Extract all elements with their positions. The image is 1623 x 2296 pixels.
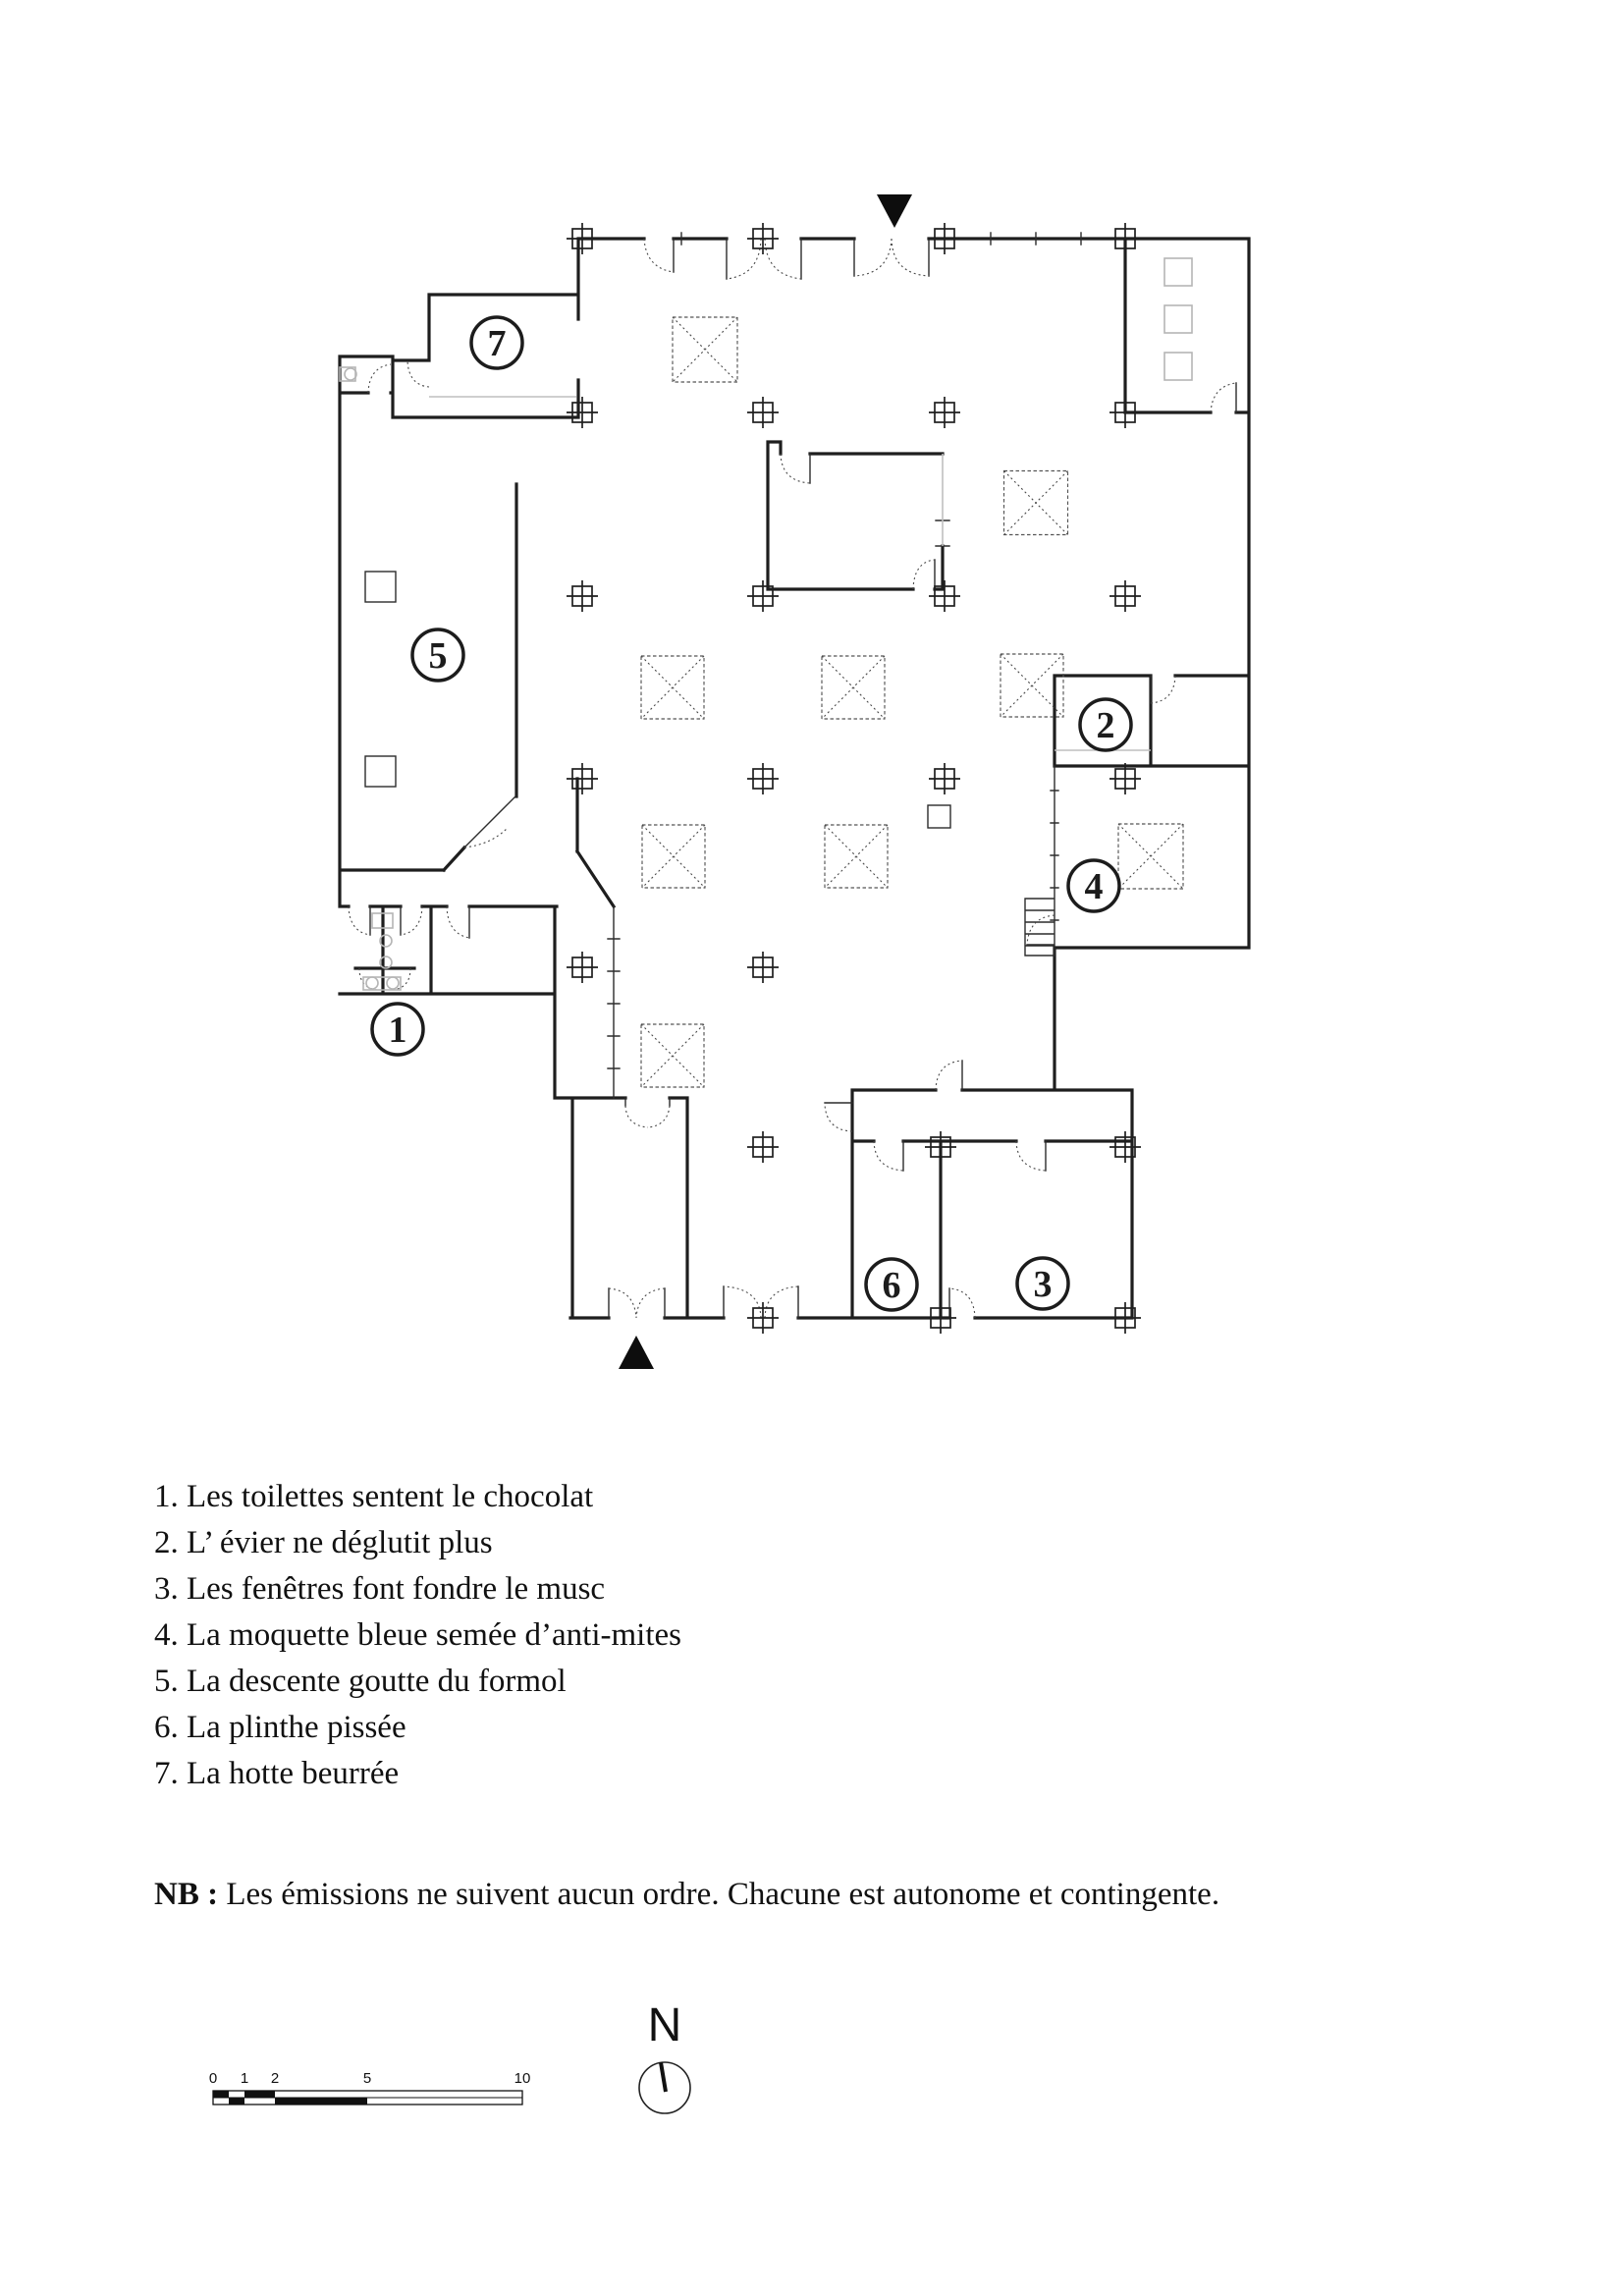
nb-note: [154, 1872, 1219, 1918]
room-marker-number: 7: [487, 323, 507, 364]
north-compass: [639, 1999, 690, 2113]
scale-label: 1: [240, 2070, 249, 2087]
toilet-fixtures: [340, 367, 401, 990]
room-marker-number: 4: [1084, 866, 1104, 907]
entry-arrow-top: [877, 194, 912, 228]
column-axis: [747, 1131, 779, 1163]
scale-label: 10: [514, 2070, 531, 2087]
column-axis: [747, 580, 779, 612]
room-marker-number: 6: [882, 1265, 901, 1306]
shaft-cross: [825, 825, 888, 888]
nb-text: Les émissions ne suivent aucun ordre. Chacune est autonome et contingente.: [226, 1877, 1220, 1912]
scale-label: 5: [362, 2070, 372, 2087]
legend-item-text: Les toilettes sentent le chocolat: [187, 1479, 594, 1514]
legend-item: [154, 1474, 681, 1520]
cabinet-square: [1164, 305, 1192, 333]
room-number-markers: [372, 317, 1131, 1310]
walls-thin-leaves-ticks: [370, 233, 1236, 1318]
column-axis: [747, 223, 779, 254]
column-axis: [929, 397, 960, 428]
shaft-cross: [1004, 471, 1068, 535]
small-squares: [365, 572, 950, 828]
legend-item-number: 4.: [154, 1617, 187, 1653]
column-axis: [567, 763, 598, 794]
column-axis: [929, 763, 960, 794]
cabinet-square: [1164, 353, 1192, 380]
walls-gray-counters-windows: [429, 397, 1151, 750]
legend-item-text: La moquette bleue semée d’anti-mites: [187, 1617, 681, 1653]
room-marker-number: 1: [388, 1010, 407, 1051]
column-axis: [1109, 763, 1141, 794]
legend-item-text: L’ évier ne déglutit plus: [187, 1525, 493, 1560]
legend-item-text: Les fenêtres font fondre le musc: [187, 1571, 606, 1607]
entry-arrows: [619, 194, 912, 1369]
door-arcs: [349, 239, 1236, 1318]
shaft-cross: [641, 1024, 704, 1087]
column-axis: [929, 580, 960, 612]
column-axis: [1109, 580, 1141, 612]
legend-item-number: 3.: [154, 1571, 187, 1607]
column-axis: [567, 223, 598, 254]
room-marker-number: 5: [428, 635, 448, 677]
legend-list: [154, 1474, 681, 1797]
legend-item: [154, 1705, 681, 1751]
legend-item-text: La plinthe pissée: [187, 1710, 406, 1745]
column-axis: [925, 1131, 956, 1163]
legend-item: [154, 1751, 681, 1797]
room-marker-number: 3: [1033, 1264, 1053, 1305]
shaft-cross: [1118, 824, 1183, 889]
column-axis: [925, 1302, 956, 1334]
column-axis: [567, 580, 598, 612]
scale-bar: [209, 2070, 531, 2105]
scale-bar-labels: [209, 2070, 531, 2087]
cabinet-squares: [1164, 258, 1192, 380]
cabinet-square: [1164, 258, 1192, 286]
column-axis: [929, 223, 960, 254]
column-axis: [747, 952, 779, 983]
north-label: N: [647, 1999, 682, 2051]
scale-label: 0: [208, 2070, 218, 2087]
shaft-cross: [641, 656, 704, 719]
shaft-cross: [673, 317, 737, 382]
legend-item-number: 2.: [154, 1525, 187, 1560]
legend-item: [154, 1566, 681, 1613]
scale-label: 2: [270, 2070, 280, 2087]
shaft-cross: [642, 825, 705, 888]
legend-item: [154, 1613, 681, 1659]
column-axis: [567, 952, 598, 983]
room-marker-number: 2: [1096, 705, 1115, 746]
column-axis: [747, 397, 779, 428]
column-axis: [747, 763, 779, 794]
legend-item: [154, 1659, 681, 1705]
column-axis: [747, 1302, 779, 1334]
entry-arrow-bottom: [619, 1336, 654, 1369]
plan-square: [365, 572, 396, 602]
legend-item-number: 5.: [154, 1664, 187, 1699]
column-axis: [567, 397, 598, 428]
nb-label: NB :: [154, 1877, 219, 1912]
column-axis: [1109, 397, 1141, 428]
column-axis: [1109, 223, 1141, 254]
legend-item-number: 6.: [154, 1710, 187, 1745]
compass-needle: [661, 2062, 666, 2092]
legend-item-text: La hotte beurrée: [187, 1756, 400, 1791]
legend-item: [154, 1520, 681, 1566]
legend-item-text: La descente goutte du formol: [187, 1664, 567, 1699]
legend-item-number: 1.: [154, 1479, 187, 1514]
shaft-cross: [822, 656, 885, 719]
column-axis: [1109, 1302, 1141, 1334]
plan-square: [928, 805, 950, 828]
legend-item-number: 7.: [154, 1756, 187, 1791]
plan-square: [365, 756, 396, 787]
column-axis: [1109, 1131, 1141, 1163]
